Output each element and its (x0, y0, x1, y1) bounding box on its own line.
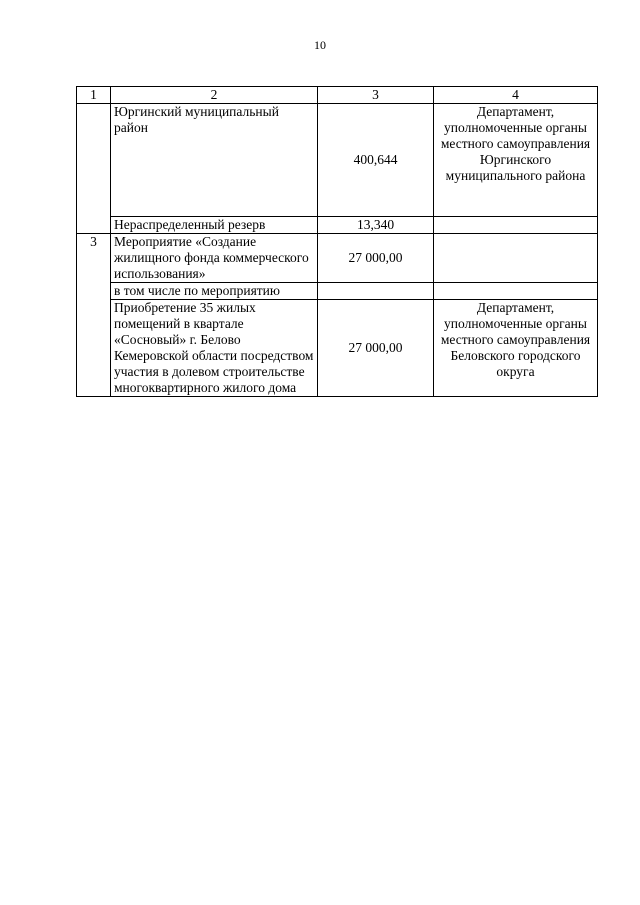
item-name-cell: Приобретение 35 жилых помещений в квартале «Сосновый» г. Белово Кемеровской области посредством участия в долевом строительстве многоквартирного жилого дома (111, 300, 318, 397)
table-row (77, 300, 598, 397)
amount-cell: 27 000,00 (318, 300, 434, 397)
amount-cell: 27 000,00 (318, 234, 434, 283)
item-name-cell: в том числе по мероприятию (111, 283, 318, 300)
item-name-cell: Нераспределенный резерв (111, 217, 318, 234)
header-cell-1: 1 (77, 87, 111, 104)
responsible-cell: Департамент, уполномоченные органы местного самоуправления Беловского городского округа (434, 300, 598, 397)
amount-cell (318, 283, 434, 300)
header-cell-2: 2 (111, 87, 318, 104)
table-row (77, 104, 598, 217)
table-row (77, 234, 598, 283)
row-number-cell (77, 104, 111, 234)
responsible-cell (434, 234, 598, 283)
amount-cell: 400,644 (318, 104, 434, 217)
responsible-cell (434, 217, 598, 234)
table-row (77, 217, 598, 234)
row-number-cell: 3 (77, 234, 111, 397)
header-cell-4: 4 (434, 87, 598, 104)
item-name-cell: Юргинский муниципальный район (111, 104, 318, 217)
item-name-cell: Мероприятие «Создание жилищного фонда коммерческого использования» (111, 234, 318, 283)
responsible-cell (434, 283, 598, 300)
amount-cell: 13,340 (318, 217, 434, 234)
table-header-row (77, 87, 598, 104)
page-number: 10 (314, 38, 326, 52)
responsible-cell: Департамент, уполномоченные органы местного самоуправления Юргинского муниципального района (434, 104, 598, 217)
header-cell-3: 3 (318, 87, 434, 104)
budget-table (76, 86, 598, 397)
table-row (77, 283, 598, 300)
